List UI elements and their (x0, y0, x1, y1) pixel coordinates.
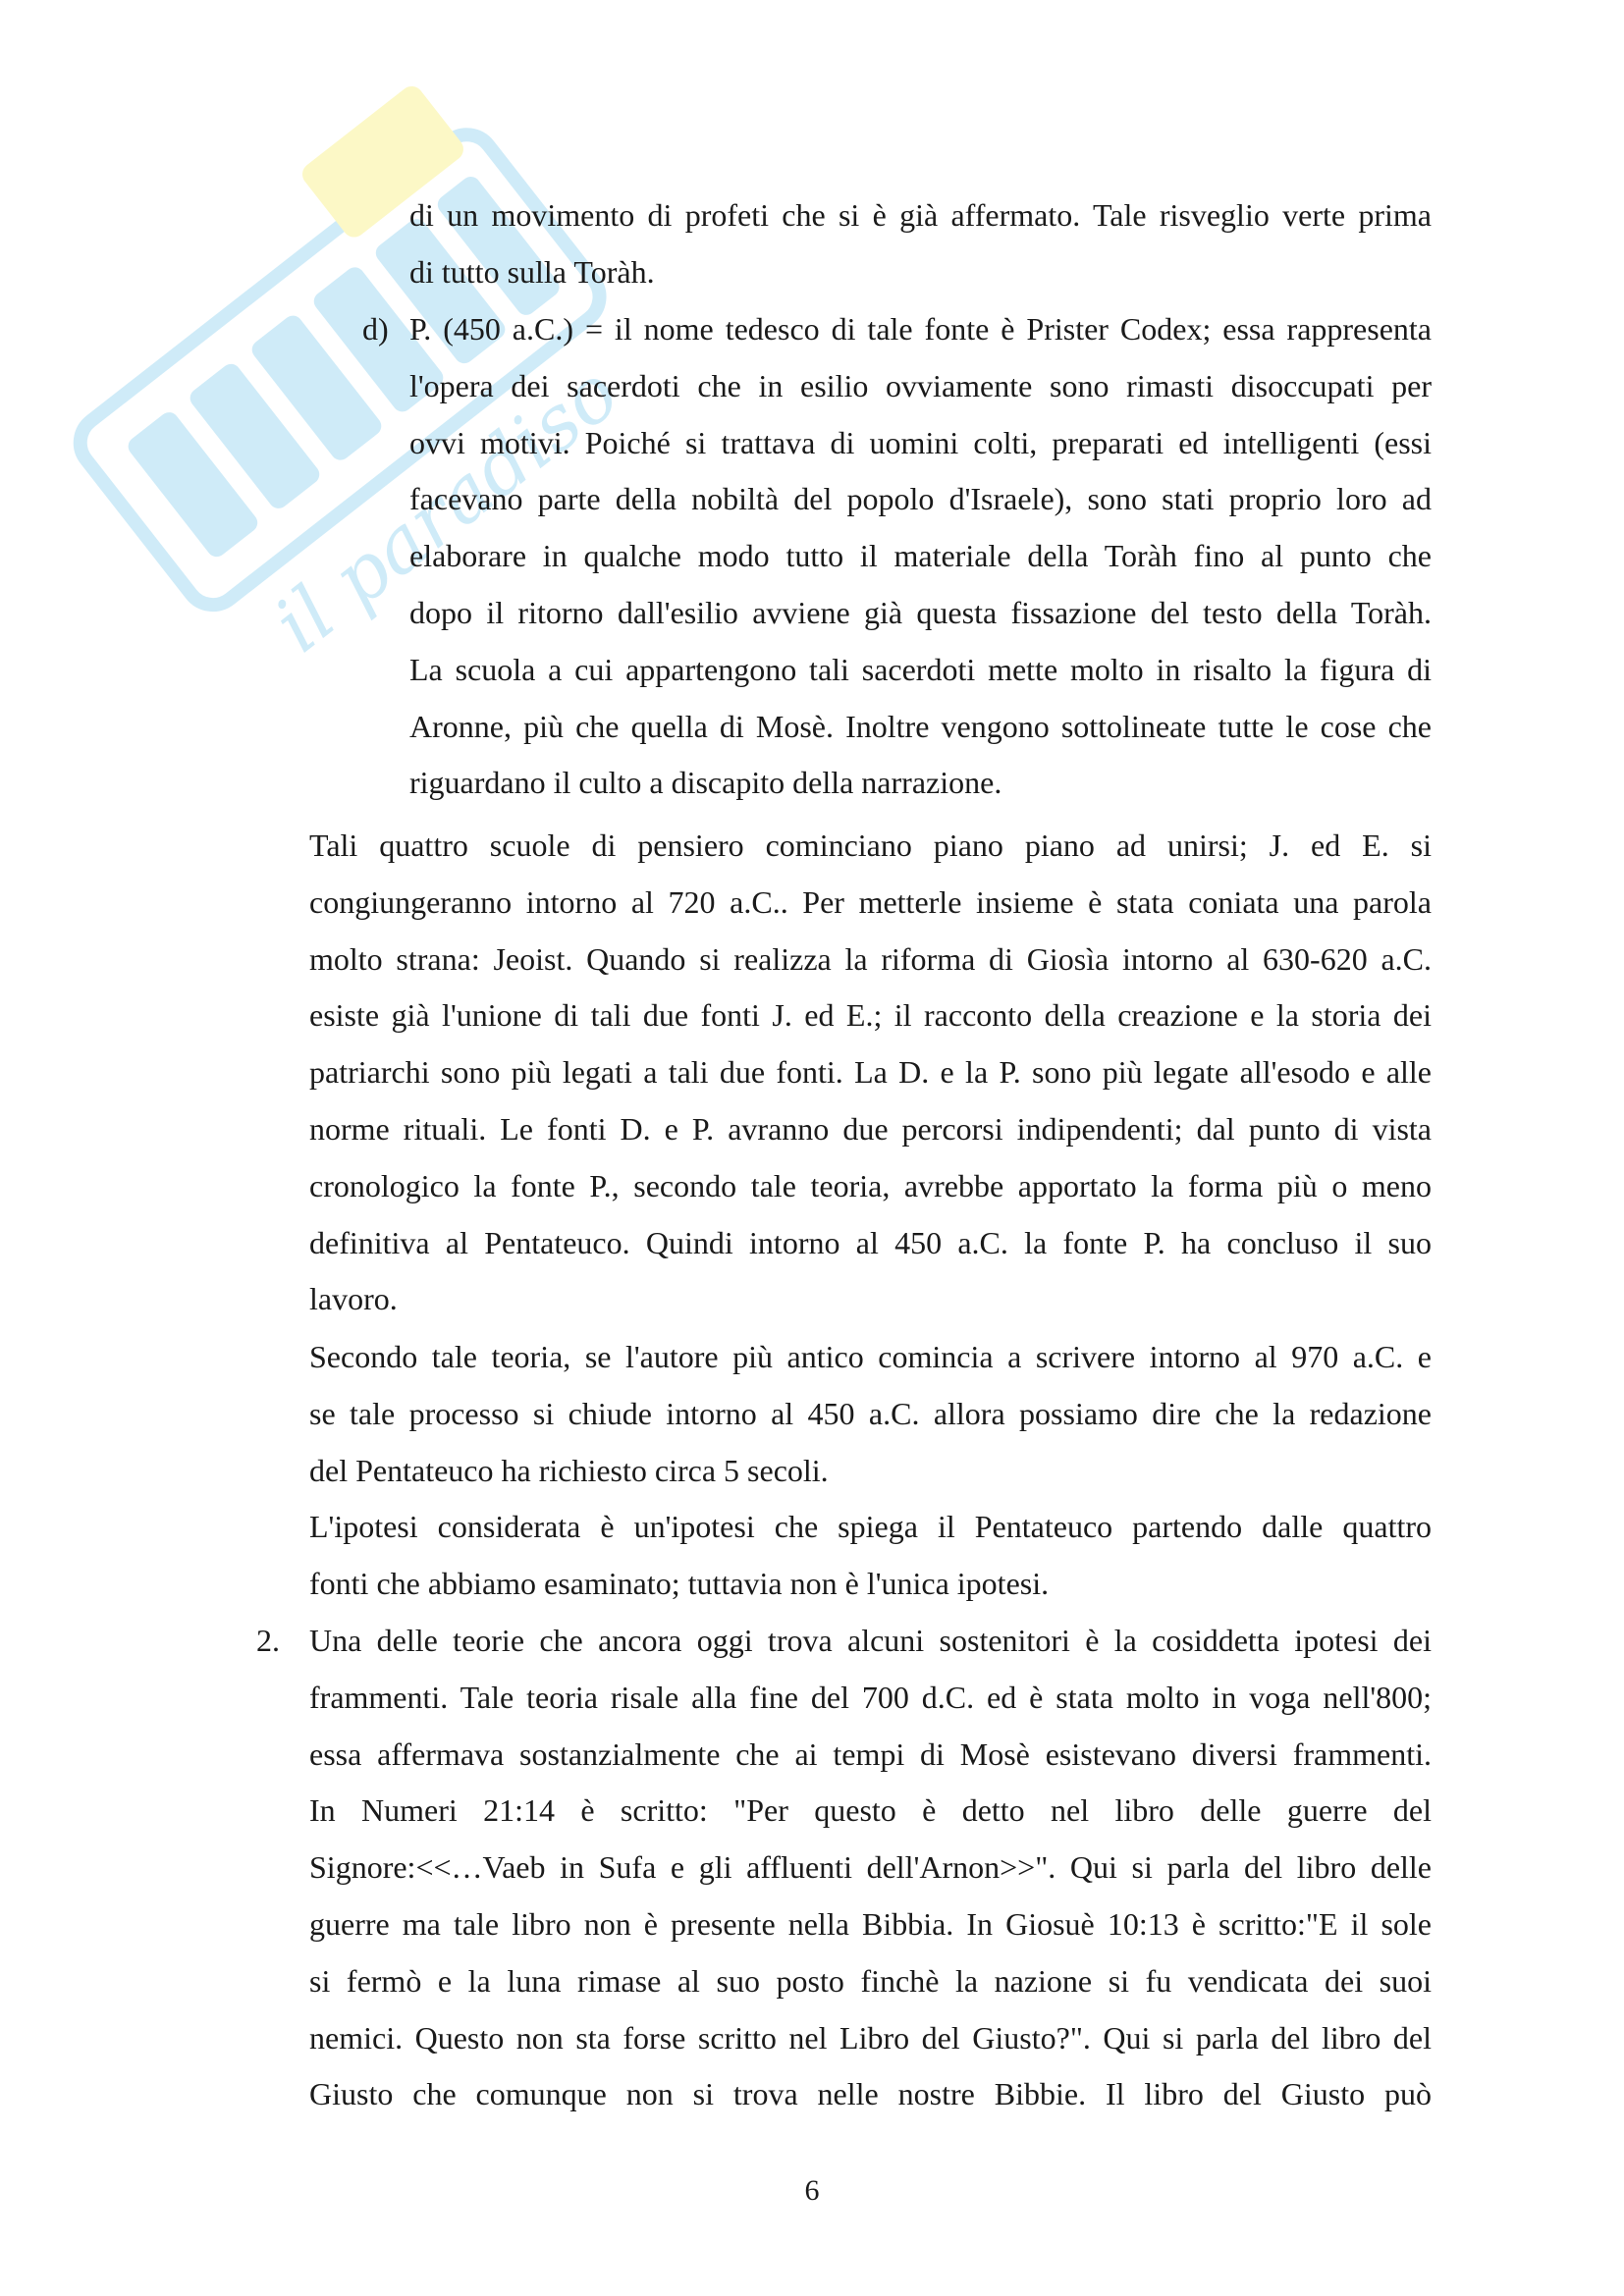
text-line: di un movimento di profeti che si è già affermato. Tale risveglio verte prima (409, 197, 1432, 233)
text-line: Giusto che comunque non si trova nelle nostre Bibbie. Il libro del Giusto può (309, 2076, 1432, 2112)
paragraph-dating (309, 1329, 1432, 1499)
text-line: si fermò e la luna rimase al suo posto finchè la nazione si fu vendicata dei suoi (309, 1962, 1432, 1999)
text-line: del Pentateuco ha richiesto circa 5 secoli. (309, 1452, 829, 1488)
text-line: Signore:<<…Vaeb in Sufa e gli affluenti dell'Arnon>>". Qui si parla del libro delle (309, 1849, 1432, 1886)
text-line: frammenti. Tale teoria risale alla fine del 700 d.C. ed è stata molto in voga nell'800; (309, 1679, 1432, 1715)
text-line: elaborare in qualche modo tutto il materiale della Toràh fino al punto che (409, 538, 1432, 574)
item-2-text (309, 1613, 1432, 2123)
text-line: congiungeranno intorno al 720 a.C.. Per metterle insieme è stata coniata una parola (309, 883, 1432, 920)
text-line: cronologico la fonte P., secondo tale teoria, avrebbe apportato la forma più o meno (309, 1167, 1432, 1203)
text-line: molto strana: Jeoist. Quando si realizza la riforma di Giosìa intorno al 630-620 a.C. (309, 940, 1432, 977)
text-line: essa affermava sostanzialmente che ai tempi di Mosè esistevano diversi frammenti. (309, 1735, 1432, 1772)
paragraph-hypothesis (309, 1499, 1432, 1613)
text-line: Una delle teorie che ancora oggi trova alcuni sostenitori è la cosiddetta ipotesi dei (309, 1623, 1432, 1658)
text-line: facevano parte della nobiltà del popolo d'Israele), sono stati proprio loro ad (409, 481, 1432, 517)
text-line: nemici. Questo non sta forse scritto nel Libro del Giusto?". Qui si parla del libro del (309, 2019, 1432, 2056)
text-line: ovvi motivi. Poiché si trattava di uomini colti, preparati ed intelligenti (essi (409, 424, 1432, 460)
text-line: In Numeri 21:14 è scritto: "Per questo è detto nel libro delle guerre del (309, 1792, 1432, 1829)
item-2-marker: 2. (256, 1623, 280, 1658)
text-line: di tutto sulla Toràh. (409, 253, 655, 290)
text-line: definitiva al Pentateuco. Quindi intorno al 450 a.C. la fonte P. ha concluso il suo (309, 1224, 1432, 1260)
text-line: La scuola a cui appartengono tali sacerdoti mette molto in risalto la figura di (409, 651, 1432, 687)
item-c-continuation (409, 187, 1432, 301)
text-line: Aronne, più che quella di Mosè. Inoltre vengono sottolineate tutte le cose che (409, 708, 1432, 744)
page-number: 6 (804, 2174, 820, 2207)
text-line: fonti che abbiamo esaminato; tuttavia non è l'unica ipotesi. (309, 1565, 1050, 1601)
paragraph-four-schools (309, 818, 1432, 1328)
text-line: Secondo tale teoria, se l'autore più antico comincia a scrivere intorno al 970 a.C. e (309, 1339, 1432, 1374)
text-line: guerre ma tale libro non è presente nella Bibbia. In Giosuè 10:13 è scritto:"E il sole (309, 1905, 1432, 1942)
item-d-text (409, 301, 1432, 812)
text-line: Tali quattro scuole di pensiero cominciano piano piano ad unirsi; J. ed E. si (309, 828, 1432, 863)
text-line: norme rituali. Le fonti D. e P. avranno due percorsi indipendenti; dal punto di vista (309, 1110, 1432, 1147)
text-line: P. (450 a.C.) = il nome tedesco di tale fonte è Prister Codex; essa rappresenta (409, 311, 1432, 347)
text-line: dopo il ritorno dall'esilio avviene già questa fissazione del testo della Toràh. (409, 594, 1432, 630)
text-line: L'ipotesi considerata è un'ipotesi che spiega il Pentateuco partendo dalle quattro (309, 1509, 1432, 1544)
item-d-marker: d) (362, 311, 389, 347)
text-line: lavoro. (309, 1281, 398, 1317)
text-line: riguardano il culto a discapito della narrazione. (409, 765, 1002, 801)
text-line: esiste già l'unione di tali due fonti J. ed E.; il racconto della creazione e la storia dei (309, 997, 1432, 1034)
watermark-tagline: il paradiso (258, 347, 635, 670)
text-line: l'opera dei sacerdoti che in esilio ovviamente sono rimasti disoccupati per (409, 367, 1432, 403)
text-line: patriarchi sono più legati a tali due fonti. La D. e la P. sono più legate all'esodo e alle (309, 1054, 1432, 1091)
text-line: se tale processo si chiude intorno al 450 a.C. allora possiamo dire che la redazione (309, 1395, 1432, 1431)
